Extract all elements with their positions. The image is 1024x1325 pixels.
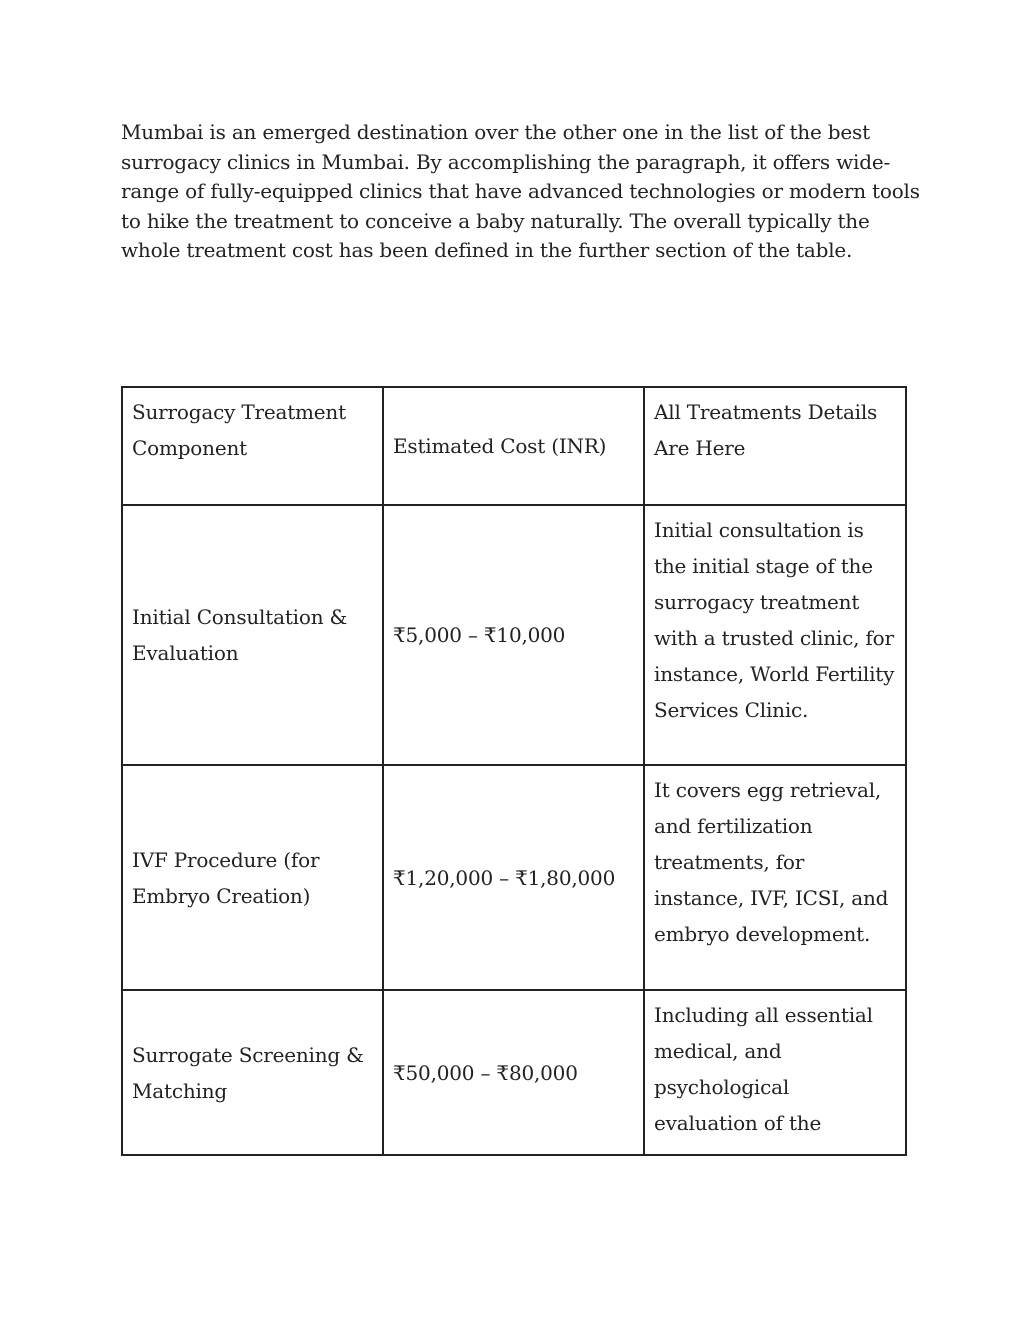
cell-component: Initial Consultation & Evaluation [122, 505, 383, 765]
header-cost: Estimated Cost (INR) [383, 387, 644, 505]
table-row [122, 765, 906, 990]
cell-cost: ₹1,20,000 – ₹1,80,000 [383, 765, 644, 990]
cell-cost: ₹5,000 – ₹10,000 [383, 505, 644, 765]
cell-component: IVF Procedure (for Embryo Creation) [122, 765, 383, 990]
table-row [122, 505, 906, 765]
table-header-row [122, 387, 906, 505]
cell-details: Initial consultation is the initial stage of the surrogacy treatment with a trusted clinic, for instance, World Fertility Services Clinic. [644, 505, 906, 765]
cell-details: Including all essential medical, and psychological evaluation of the [644, 990, 906, 1155]
header-details: All Treatments Details Are Here [644, 387, 906, 505]
cell-component: Surrogate Screening & Matching [122, 990, 383, 1155]
cell-cost: ₹50,000 – ₹80,000 [383, 990, 644, 1155]
cost-table [121, 386, 907, 1156]
intro-paragraph: Mumbai is an emerged destination over the other one in the list of the best surrogacy clinics in Mumbai. By accomplishing the paragraph, it offers wide-range of fully-equipped clinics that have advanced technologies or modern tools to hike the treatment to conceive a baby naturally. The overall typically the whole treatment cost has been defined in the further section of the table. [121, 120, 920, 263]
table-row [122, 990, 906, 1155]
header-component: Surrogacy Treatment Component [122, 387, 383, 505]
cell-details: It covers egg retrieval, and fertilization treatments, for instance, IVF, ICSI, and embryo development. [644, 765, 906, 990]
